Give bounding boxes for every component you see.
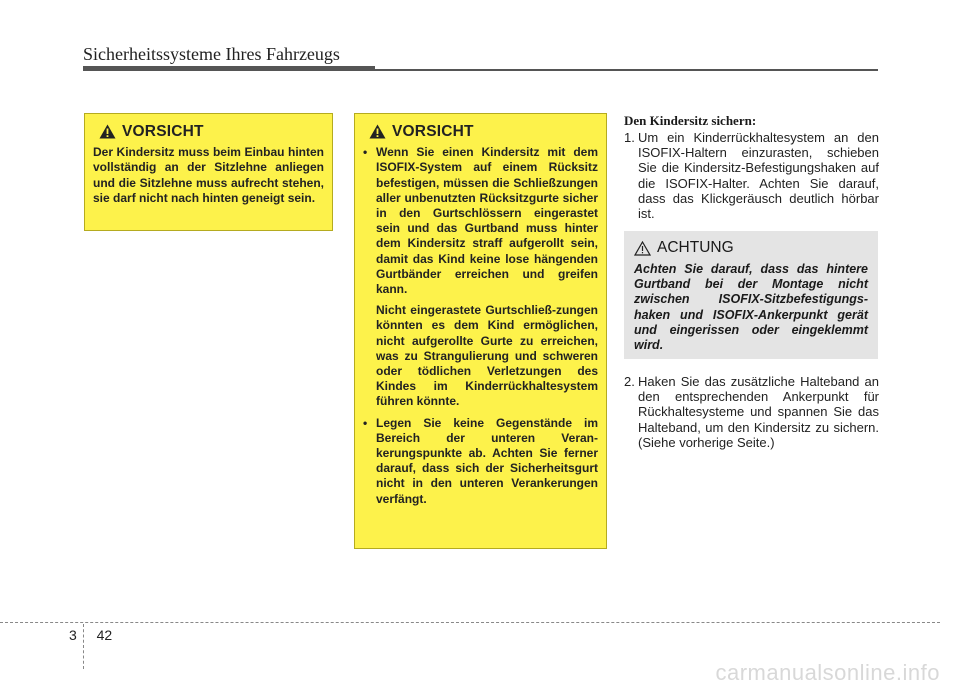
section-heading: Den Kindersitz sichern: <box>624 113 757 128</box>
caution-text: Achten Sie darauf, dass das hintere Gurtband bei der Montage nicht zwischen ISOFIX-Sitzbefestigungs-haken und ISOFIX-Ankerpunkt gerät und eingerissen oder eingeklemmt wird. <box>634 262 868 353</box>
warning-text: Der Kindersitz muss beim Einbau hinten vollständig an der Sitzlehne anliegen und die Sitzlehne muss aufrecht stehen, sie darf nicht nach hinten geneigt sein. <box>93 145 324 205</box>
step-text: Haken Sie das zusätzliche Halteband an den entsprechenden Ankerpunkt für Rückhaltesysteme und spannen Sie das Halteband, um den Kindersitz zu sichern. (Siehe vorherige Seite.) <box>638 374 879 450</box>
warning-bullet-item <box>363 416 598 507</box>
instruction-step-1 <box>624 130 879 221</box>
warning-bullet-item <box>363 145 598 409</box>
caution-header <box>634 239 868 257</box>
page-header-title: Sicherheitssysteme Ihres Fahrzeugs <box>83 44 340 64</box>
header-rule-thin <box>375 69 878 71</box>
warning-triangle-icon <box>369 124 386 139</box>
step-number: 1. <box>624 130 635 145</box>
bullet-text: Wenn Sie einen Kindersitz mit dem ISOFIX-System auf einem Rücksitz befestigen, müssen die Schließzungen aller unbenutzten Rücksitzgurte sicher in den Gurtschlössern eingerastet sein und das Gurtband muss hinter dem Kindersitz straff aufgerollt sein, damit das Kind keine lose hängenden Gurtbänder erreichen und greifen kann. <box>376 145 598 297</box>
warning-box-isofix <box>354 113 607 549</box>
step-number: 2. <box>624 374 635 389</box>
warning-header <box>369 124 598 139</box>
page-number-value: 42 <box>96 627 113 643</box>
header-rule-thick <box>83 66 375 71</box>
instruction-step-2 <box>624 374 879 450</box>
watermark: carmanualsonline.info <box>715 660 940 685</box>
footer-divider <box>0 622 940 623</box>
caution-heading: ACHTUNG <box>657 239 734 256</box>
warning-header <box>99 124 324 139</box>
step-text: Um ein Kinderrückhaltesystem an den ISOFIX-Haltern einzurasten, schieben Sie die Kindersitz-Befestigungshaken auf die ISOFIX-Halter. Achten Sie darauf, dass das Klickgeräusch deutlich hörbar ist. <box>638 130 879 222</box>
warning-heading: VORSICHT <box>122 123 204 140</box>
bullet-dot: • <box>363 145 368 160</box>
bullet-dot: • <box>363 415 368 430</box>
warning-heading: VORSICHT <box>392 123 474 140</box>
warning-triangle-icon <box>99 124 116 139</box>
bullet-continuation-text: Nicht eingerastete Gurtschließ-zungen könnten es dem Kind ermöglichen, nicht aufgerollte Gurte zu erreichen, was zu Strangulierung und schweren oder tödlichen Verletzungen des Kindes im Kinderrückhaltesystem führen könnte. <box>376 303 598 409</box>
chapter-number: 3 <box>69 627 77 643</box>
page-number <box>69 627 112 643</box>
caution-note-box <box>624 231 878 359</box>
bullet-text: Legen Sie keine Gegenstände im Bereich der unteren Veran-kerungspunkte ab. Achten Sie ferner darauf, dass sich der Sicherheitsgurt nicht in den unteren Verankerungen verfängt. <box>376 415 598 506</box>
warning-box-seat-backrest <box>84 113 333 231</box>
caution-triangle-outline-icon <box>634 241 651 256</box>
